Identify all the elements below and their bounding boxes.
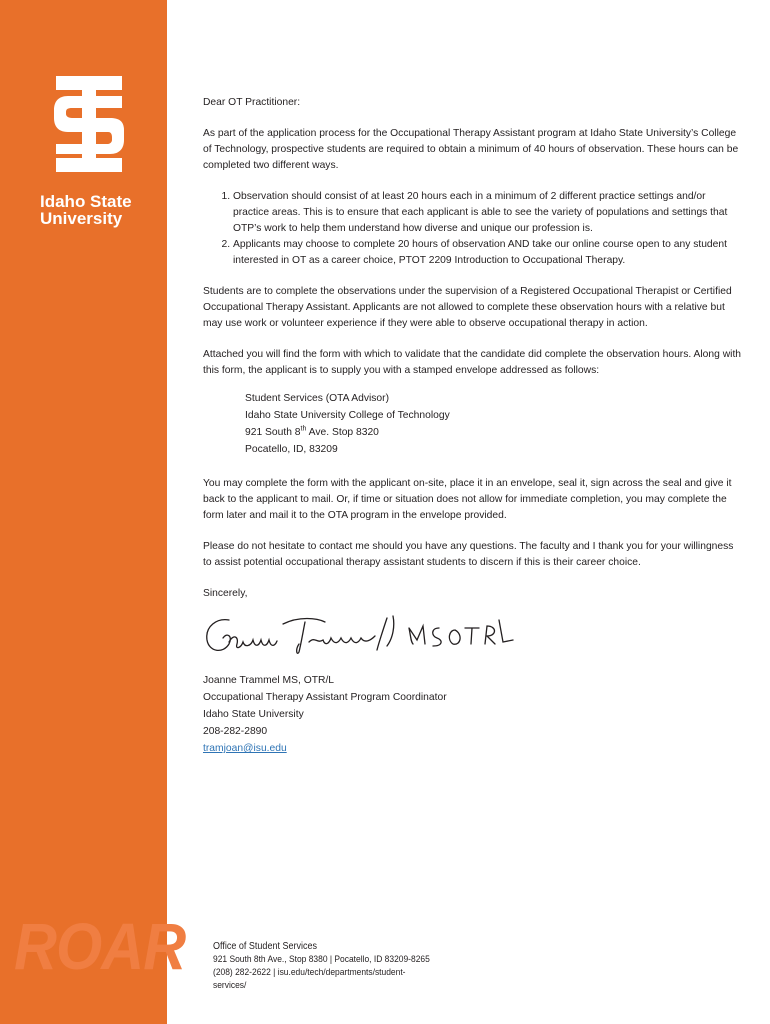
attached-paragraph: Attached you will find the form with which to validate that the candidate did complete the observation hours. Along with this form, the applicant is to supply you with a stamped envelope addressed as follows: — [203, 349, 742, 376]
sender-phone: 208-282-2890 — [203, 726, 268, 737]
handwritten-signature — [199, 608, 519, 668]
university-line-2: University — [40, 209, 123, 228]
address-line-1: Student Services (OTA Advisor) — [245, 393, 390, 404]
address-ordinal: th — [300, 425, 307, 433]
address-line-2: Idaho State University College of Technology — [245, 410, 450, 421]
list-item: 2. Applicants may choose to complete 20 hours of observation AND take our online course open to any student interested in OT as a career choice, PTOT 2209 Introduction to Occupational Therapy. — [233, 237, 743, 269]
letter-body — [203, 95, 743, 757]
footer-contact — [213, 940, 489, 992]
footer-office: Office of Student Services — [213, 941, 318, 952]
mailing-address — [245, 390, 743, 458]
intro-paragraph: As part of the application process for the Occupational Therapy Assistant program at Idaho State University’s College of Technology, prospective students are required to obtain a minimum of 40 hours of observation. These hours can be completed two different ways. — [203, 128, 739, 171]
instructions-paragraph: You may complete the form with the applicant on-site, place it in an envelope, seal it, sign across the seal and give it back to the applicant to mail. Or, if time or situation does not allow for immediate completion, you may complete the form later and mail it to the OTA program in the envelope provided. — [203, 478, 732, 521]
sender-org: Idaho State University — [203, 709, 304, 720]
footer-contact-line-2: services/ — [213, 980, 247, 990]
address-line-4: Pocatello, ID, 83209 — [245, 444, 338, 455]
sign-off: Sincerely, — [203, 588, 248, 599]
footer-contact-line-1: (208) 282-2622 | isu.edu/tech/departments/student- — [213, 967, 406, 977]
address-stop: Ave. Stop 8320 — [306, 427, 379, 438]
sender-name: Joanne Trammel MS, OTR/L — [203, 675, 335, 686]
sender-title: Occupational Therapy Assistant Program Coordinator — [203, 692, 447, 703]
university-line-1: Idaho State — [40, 192, 132, 211]
isu-monogram-icon — [50, 74, 128, 174]
observation-options-list — [203, 189, 743, 269]
university-wordmark — [40, 193, 132, 227]
sender-email-link[interactable]: tramjoan@isu.edu — [203, 743, 287, 754]
sender-block — [203, 672, 743, 757]
supervision-paragraph: Students are to complete the observations under the supervision of a Registered Occupational Therapist or Certified Occupational Therapy Assistant. Applicants are not allowed to complete these observation hours with a relative but may use work or volunteer experience if they were able to observe occupational therapy in action. — [203, 286, 732, 329]
greeting: Dear OT Practitioner: — [203, 97, 301, 108]
address-line-3 — [245, 424, 743, 441]
roar-slogan: ROAR — [14, 909, 186, 983]
footer-address: 921 South 8th Ave., Stop 8380 | Pocatello, ID 83209-8265 — [213, 954, 430, 964]
list-item: 1. Observation should consist of at least 20 hours each in a minimum of 2 different practice settings and/or practice areas. This is to ensure that each applicant is able to see the variety of populations and settings that OTP’s work to help them understand how diverse and unique our profession is. — [233, 189, 743, 237]
address-street: 921 South 8 — [245, 427, 301, 438]
sidebar — [0, 0, 186, 1024]
closing-paragraph: Please do not hesitate to contact me should you have any questions. The faculty and I thank you for your willingness to assist potential occupational therapy assistant students to discern if this is their career choice. — [203, 541, 734, 568]
